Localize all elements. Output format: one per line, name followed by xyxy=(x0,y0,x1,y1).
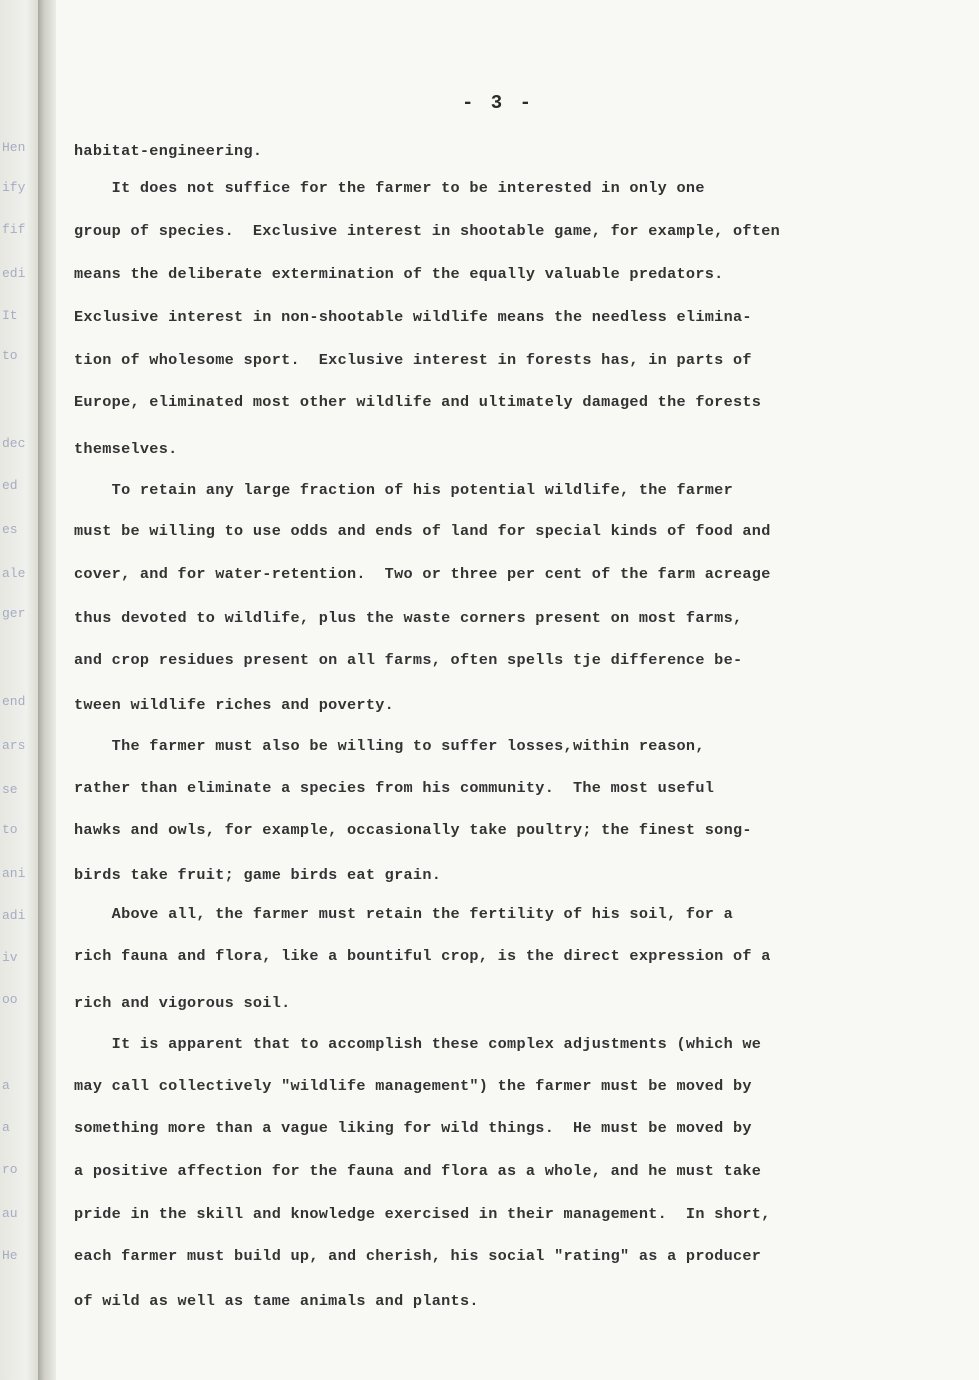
text-line: may call collectively "wildlife management") the farmer must be moved by xyxy=(74,1077,752,1095)
text-line: hawks and owls, for example, occasionally take poultry; the finest song- xyxy=(74,821,752,839)
bleed-text: ify xyxy=(2,180,26,195)
bleed-text: Hen xyxy=(2,140,26,155)
text-line: It is apparent that to accomplish these complex adjustments (which we xyxy=(74,1035,762,1053)
bleed-text: es xyxy=(2,522,18,537)
text-line: rich and vigorous soil. xyxy=(74,994,291,1012)
bleed-text: ed xyxy=(2,478,18,493)
text-line: birds take fruit; game birds eat grain. xyxy=(74,866,442,884)
text-line: rather than eliminate a species from his community. The most useful xyxy=(74,779,715,797)
bleed-text: to xyxy=(2,822,18,837)
text-line: rich fauna and flora, like a bountiful crop, is the direct expression of a xyxy=(74,947,771,965)
text-line: a positive affection for the fauna and flora as a whole, and he must take xyxy=(74,1162,762,1180)
bleed-text: end xyxy=(2,694,26,709)
bleed-text: iv xyxy=(2,950,18,965)
text-line: tion of wholesome sport. Exclusive interest in forests has, in parts of xyxy=(74,351,752,369)
text-line: pride in the skill and knowledge exercised in their management. In short, xyxy=(74,1205,771,1223)
bleed-text: oo xyxy=(2,992,18,1007)
text-line: group of species. Exclusive interest in shootable game, for example, often xyxy=(74,222,781,240)
text-line: cover, and for water-retention. Two or three per cent of the farm acreage xyxy=(74,565,771,583)
text-line: something more than a vague liking for wild things. He must be moved by xyxy=(74,1119,752,1137)
bleed-text: fif xyxy=(2,222,26,237)
binding-gutter xyxy=(38,0,56,1380)
text-line: thus devoted to wildlife, plus the waste corners present on most farms, xyxy=(74,609,743,627)
bleed-text: He xyxy=(2,1248,18,1263)
text-line: and crop residues present on all farms, often spells tje difference be- xyxy=(74,651,743,669)
document-page xyxy=(56,0,979,1380)
text-line: themselves. xyxy=(74,440,178,458)
text-line: each farmer must build up, and cherish, his social "rating" as a producer xyxy=(74,1247,762,1265)
bleed-text: edi xyxy=(2,266,26,281)
text-line: The farmer must also be willing to suffer losses,within reason, xyxy=(74,737,705,755)
bleed-text: ale xyxy=(2,566,26,581)
bleed-text: a xyxy=(2,1120,10,1135)
bleed-text: It xyxy=(2,308,18,323)
bleed-text: dec xyxy=(2,436,26,451)
bleed-text: a xyxy=(2,1078,10,1093)
text-line: of wild as well as tame animals and plants. xyxy=(74,1292,479,1310)
text-line: Above all, the farmer must retain the fertility of his soil, for a xyxy=(74,905,733,923)
text-line: Europe, eliminated most other wildlife and ultimately damaged the forests xyxy=(74,393,762,411)
text-line: It does not suffice for the farmer to be interested in only one xyxy=(74,179,705,197)
bleed-text: ger xyxy=(2,606,26,621)
text-line: tween wildlife riches and poverty. xyxy=(74,696,395,714)
bleed-text: ani xyxy=(2,866,26,881)
bleed-text: ro xyxy=(2,1162,18,1177)
bleed-text: se xyxy=(2,782,18,797)
previous-page-edge xyxy=(0,0,39,1380)
bleed-text: au xyxy=(2,1206,18,1221)
text-line: means the deliberate extermination of the equally valuable predators. xyxy=(74,265,724,283)
text-line: Exclusive interest in non-shootable wildlife means the needless elimina- xyxy=(74,308,752,326)
page-number: - 3 - xyxy=(462,92,535,114)
bleed-text: adi xyxy=(2,908,26,923)
bleed-text: ars xyxy=(2,738,26,753)
bleed-text: to xyxy=(2,348,18,363)
text-line: habitat-engineering. xyxy=(74,142,263,160)
text-line: To retain any large fraction of his potential wildlife, the farmer xyxy=(74,481,733,499)
text-line: must be willing to use odds and ends of land for special kinds of food and xyxy=(74,522,771,540)
